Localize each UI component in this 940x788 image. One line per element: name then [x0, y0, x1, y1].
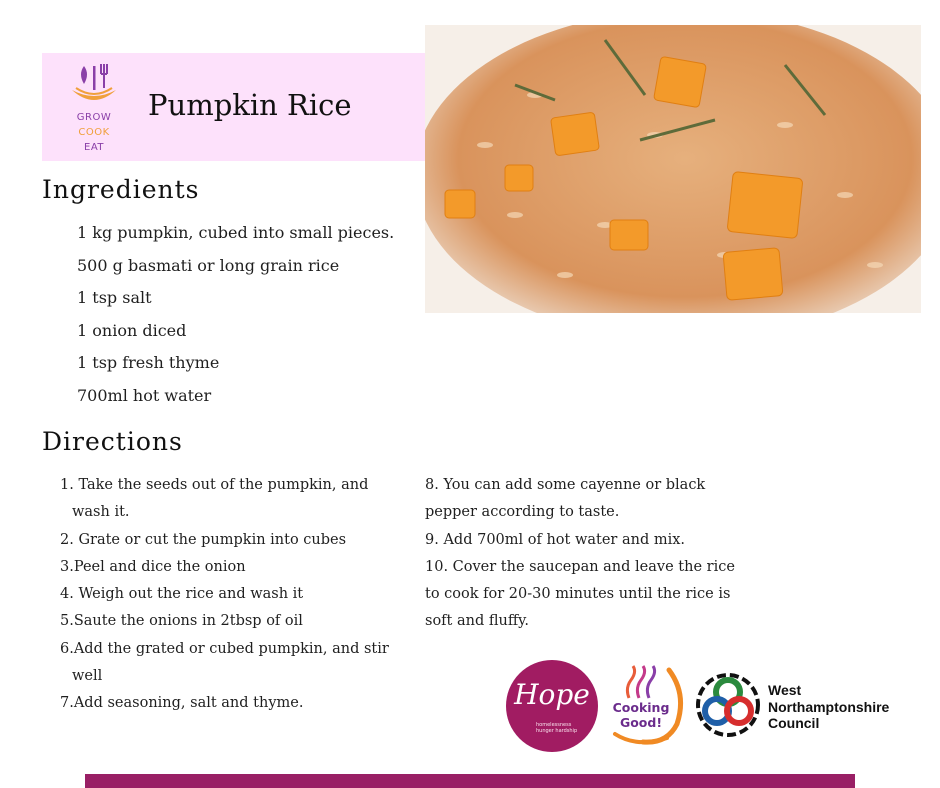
list-item: 1 tsp fresh thyme [77, 353, 220, 372]
council-line: West [768, 682, 802, 698]
directions-right-column [425, 472, 735, 636]
list-item: 700ml hot water [77, 385, 212, 405]
direction-line: soft and fluffy. [425, 613, 530, 630]
council-knot-icon [695, 672, 761, 738]
list-item: 1 tsp salt [77, 288, 152, 307]
direction-line: wash it. [72, 504, 130, 521]
hope-logo-name: Hope [514, 678, 590, 711]
council-line: Northamptonshire [768, 698, 890, 715]
logo-word-eat: EAT [84, 142, 104, 153]
direction-line: 2. Grate or cut the pumpkin into cubes [60, 531, 347, 548]
directions-left-column [60, 472, 389, 718]
council-name [768, 682, 889, 732]
direction-line: 10. Cover the saucepan and leave the rice [425, 558, 735, 575]
list-item: 1 kg pumpkin, cubed into small pieces. [77, 223, 395, 242]
list-item: 500 g basmati or long grain rice [77, 255, 340, 275]
cooking-good-logo [607, 664, 689, 746]
cooking-good-text [611, 700, 671, 730]
hope-logo-tagline: homelessness hunger hardship [536, 722, 578, 734]
ingredients-list [77, 219, 394, 414]
pumpkin-rice-photo [425, 25, 921, 313]
page-title: Pumpkin Rice [148, 88, 352, 122]
direction-line: 3.Peel and dice the onion [60, 558, 246, 575]
direction-line: 8. You can add some cayenne or black [425, 477, 706, 493]
list-item: 1 onion diced [77, 320, 187, 340]
direction-line: well [72, 668, 103, 685]
ingredients-heading: Ingredients [42, 175, 200, 204]
footer-bar [85, 774, 855, 788]
plate-with-utensils-icon [66, 60, 122, 108]
logo-word-grow: GROW [76, 112, 112, 123]
grow-cook-eat-logo [66, 60, 122, 158]
council-line: Council [768, 715, 820, 731]
direction-line: to cook for 20-30 minutes until the rice is [425, 586, 731, 603]
logo-word-cook: COOK [78, 127, 110, 138]
hope-logo [506, 660, 598, 752]
direction-line: 1. Take the seeds out of the pumpkin, and [60, 477, 369, 493]
direction-line: 7.Add seasoning, salt and thyme. [60, 695, 304, 712]
directions-heading: Directions [42, 427, 183, 456]
direction-line: 4. Weigh out the rice and wash it [60, 586, 304, 603]
cooking-good-line: Good! [619, 715, 663, 730]
direction-line: 6.Add the grated or cubed pumpkin, and stir [60, 640, 389, 657]
direction-line: pepper according to taste. [425, 504, 620, 521]
direction-line: 9. Add 700ml of hot water and mix. [425, 531, 686, 548]
direction-line: 5.Saute the onions in 2tbsp of oil [60, 613, 303, 630]
cooking-good-line: Cooking [612, 700, 670, 715]
